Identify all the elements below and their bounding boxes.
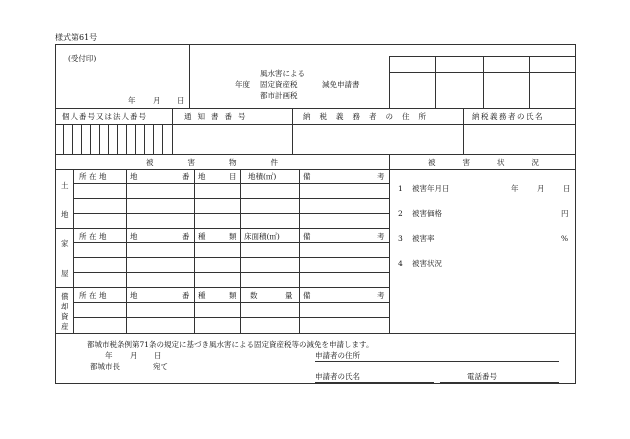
phone-label: 電話番号 bbox=[467, 372, 497, 381]
house-col-shu: 種 bbox=[198, 232, 206, 241]
land-label-2: 地 bbox=[61, 210, 69, 219]
land-col-chi: 地 bbox=[130, 172, 138, 181]
damage-date-year: 年 bbox=[511, 184, 519, 193]
application-statement: 都城市税条例第71条の規定に基づき風水害による固定資産税等の減免を申請します。 bbox=[87, 340, 374, 349]
asset-col-ko: 考 bbox=[377, 291, 385, 300]
asset-col-shu: 種 bbox=[198, 291, 206, 300]
damage-rate-unit: % bbox=[561, 234, 569, 243]
house-col-ko: 考 bbox=[377, 232, 385, 241]
damage-price-unit: 円 bbox=[561, 209, 569, 218]
damage-item-1-num: 1 bbox=[398, 184, 403, 193]
asset-label-1: 償 bbox=[61, 292, 69, 301]
land-col-location: 所在地 bbox=[79, 172, 109, 181]
form-border-right bbox=[575, 44, 576, 384]
applicant-name-line bbox=[315, 382, 434, 383]
header-personal-number: 個人番号又は法人番号 bbox=[62, 112, 147, 121]
receipt-year: 年 bbox=[128, 96, 136, 105]
mayor-label: 都城市長 bbox=[90, 362, 120, 371]
asset-col-location: 所在地 bbox=[79, 291, 109, 300]
title-line1: 風水害による bbox=[260, 69, 305, 78]
applicant-name-label: 申請者の氏名 bbox=[315, 372, 360, 381]
house-col-rui: 類 bbox=[229, 232, 237, 241]
damage-item-4-label: 被害状況 bbox=[412, 259, 442, 268]
house-col-bi: 備 bbox=[303, 232, 311, 241]
asset-col-bi: 備 bbox=[303, 291, 311, 300]
form-number: 様式第61号 bbox=[55, 33, 98, 42]
application-day: 日 bbox=[154, 351, 162, 360]
land-col-area: 地積(㎡) bbox=[248, 172, 277, 181]
damage-item-1-label: 被害年月日 bbox=[412, 184, 450, 193]
damage-date-day: 日 bbox=[563, 184, 571, 193]
house-col-floor-area: 床面積(㎡) bbox=[244, 232, 280, 241]
asset-col-chi: 地 bbox=[130, 291, 138, 300]
header-taxpayer-address: 納税義務者の住所 bbox=[303, 112, 435, 121]
addressee-label: 宛て bbox=[153, 362, 168, 371]
land-col-chi2: 地 bbox=[198, 172, 206, 181]
asset-label-2: 却 bbox=[61, 302, 69, 311]
land-col-ko: 考 bbox=[377, 172, 385, 181]
application-month: 月 bbox=[130, 351, 138, 360]
land-col-moku: 目 bbox=[229, 172, 237, 181]
damage-item-2-num: 2 bbox=[398, 209, 403, 218]
phone-line bbox=[440, 382, 559, 383]
section-damaged-property: 被害物件 bbox=[146, 158, 312, 167]
house-col-chi: 地 bbox=[130, 232, 138, 241]
receipt-stamp-label: (受付印) bbox=[68, 54, 97, 63]
damage-date-month: 月 bbox=[537, 184, 545, 193]
applicant-address-label: 申請者の住所 bbox=[315, 351, 360, 360]
receipt-day: 日 bbox=[177, 96, 185, 105]
asset-col-su: 数 bbox=[250, 291, 258, 300]
title-tax1: 固定資産税 bbox=[260, 80, 298, 89]
header-taxpayer-name: 納税義務者の氏名 bbox=[472, 112, 544, 121]
form-border-top bbox=[55, 44, 575, 45]
applicant-address-line bbox=[315, 361, 559, 362]
damage-item-2-label: 被害価格 bbox=[412, 209, 442, 218]
land-col-bi: 備 bbox=[303, 172, 311, 181]
asset-label-3: 資 bbox=[61, 312, 69, 321]
title-year-label: 年度 bbox=[235, 80, 250, 89]
house-col-location: 所在地 bbox=[79, 232, 109, 241]
asset-col-rui: 類 bbox=[229, 291, 237, 300]
damage-item-4-num: 4 bbox=[398, 259, 403, 268]
application-year: 年 bbox=[105, 351, 113, 360]
form-border-bottom bbox=[55, 383, 575, 384]
land-label-1: 土 bbox=[61, 181, 69, 190]
header-notice-number: 通知書番号 bbox=[184, 112, 252, 121]
asset-label-4: 産 bbox=[61, 322, 69, 331]
receipt-month: 月 bbox=[153, 96, 161, 105]
title-tax2: 都市計画税 bbox=[260, 91, 298, 100]
damage-item-3-label: 被害率 bbox=[412, 234, 435, 243]
house-label-2: 屋 bbox=[61, 269, 69, 278]
damage-item-3-num: 3 bbox=[398, 234, 403, 243]
house-col-ban: 番 bbox=[182, 232, 190, 241]
title-request: 減免申請書 bbox=[322, 80, 360, 89]
house-label-1: 家 bbox=[61, 239, 69, 248]
section-damage-status: 被害状況 bbox=[428, 158, 566, 167]
asset-col-ban: 番 bbox=[182, 291, 190, 300]
asset-col-ryo: 量 bbox=[285, 291, 293, 300]
land-col-ban: 番 bbox=[182, 172, 190, 181]
